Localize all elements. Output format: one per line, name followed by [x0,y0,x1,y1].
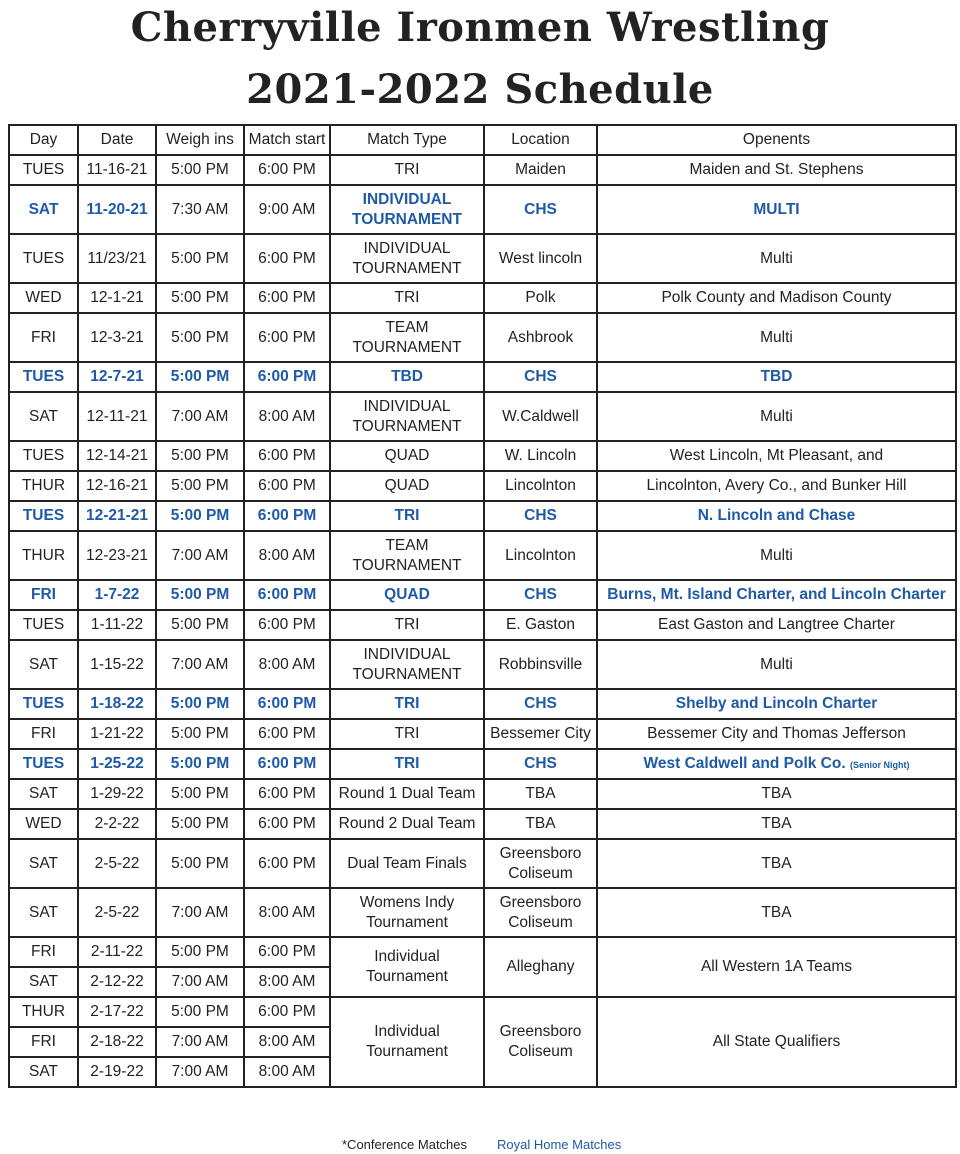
cell-match-start: 8:00 AM [244,1057,330,1087]
cell-day: FRI [9,313,78,362]
match-type-line-2: TOURNAMENT [352,417,462,435]
cell-weigh-ins: 7:00 AM [156,531,244,580]
location-line-1: Greensboro [499,1023,582,1040]
cell-location [484,888,597,937]
table-row [9,580,956,610]
cell-opponents: All Western 1A Teams [597,937,956,997]
cell-match-type [330,392,484,441]
cell-location: TBA [484,809,597,839]
cell-weigh-ins: 5:00 PM [156,362,244,392]
cell-opponents: TBA [597,809,956,839]
cell-opponents: Maiden and St. Stephens [597,155,956,185]
cell-date: 12-1-21 [78,283,156,313]
cell-date: 12-23-21 [78,531,156,580]
cell-match-start: 6:00 PM [244,501,330,531]
cell-opponents: TBD [597,362,956,392]
cell-day: TUES [9,749,78,779]
cell-opponents: Shelby and Lincoln Charter [597,689,956,719]
cell-opponents: TBA [597,779,956,809]
table-row [9,610,956,640]
table-row [9,689,956,719]
table-row [9,640,956,689]
cell-weigh-ins: 5:00 PM [156,779,244,809]
table-row [9,749,956,779]
cell-opponents: Lincolnton, Avery Co., and Bunker Hill [597,471,956,501]
match-type-line-2: TOURNAMENT [352,556,462,574]
table-row [9,809,956,839]
match-type-line-1: INDIVIDUAL [363,239,451,257]
table-row [9,155,956,185]
table-row [9,531,956,580]
match-type-line-1: INDIVIDUAL [362,190,452,208]
table-row [9,362,956,392]
cell-opponents: All State Qualifiers [597,997,956,1087]
cell-match-start: 6:00 PM [244,362,330,392]
cell-location: CHS [484,580,597,610]
cell-date: 11-16-21 [78,155,156,185]
cell-day: SAT [9,967,78,997]
cell-day: WED [9,283,78,313]
cell-day: TUES [9,441,78,471]
cell-opponents: East Gaston and Langtree Charter [597,610,956,640]
cell-location: Robbinsville [484,640,597,689]
cell-day: FRI [9,1027,78,1057]
location-line-2: Coliseum [508,913,573,931]
royal-home-matches-note: Royal Home Matches [497,1137,622,1152]
cell-weigh-ins: 5:00 PM [156,155,244,185]
cell-weigh-ins: 5:00 PM [156,580,244,610]
cell-match-start: 6:00 PM [244,809,330,839]
cell-date: 11-20-21 [78,185,156,234]
cell-match-type: TBD [330,362,484,392]
cell-opponents: Polk County and Madison County [597,283,956,313]
cell-date: 1-21-22 [78,719,156,749]
cell-date: 2-18-22 [78,1027,156,1057]
cell-date: 12-16-21 [78,471,156,501]
cell-day: TUES [9,501,78,531]
cell-date: 1-18-22 [78,689,156,719]
cell-match-type: TRI [330,610,484,640]
cell-day: THUR [9,997,78,1027]
cell-day: FRI [9,719,78,749]
cell-opponents: Multi [597,234,956,283]
cell-match-start: 6:00 PM [244,313,330,362]
cell-match-start: 8:00 AM [244,640,330,689]
table-row [9,937,956,967]
cell-weigh-ins: 5:00 PM [156,689,244,719]
match-type-line-1: Individual [374,1023,440,1040]
cell-match-type: TRI [330,719,484,749]
match-type-line-2: TOURNAMENT [352,210,462,228]
cell-weigh-ins: 7:00 AM [156,640,244,689]
header-match-type: Match Type [330,125,484,155]
table-row [9,501,956,531]
cell-match-type: Round 2 Dual Team [330,809,484,839]
cell-match-type: TRI [330,155,484,185]
cell-location [484,839,597,888]
cell-opponents: Multi [597,531,956,580]
header-match-start: Match start [244,125,330,155]
cell-date: 2-17-22 [78,997,156,1027]
cell-date: 12-14-21 [78,441,156,471]
table-row [9,185,956,234]
table-row [9,997,956,1027]
cell-weigh-ins: 5:00 PM [156,501,244,531]
page-title: Cherryville Ironmen Wrestling [130,4,830,51]
table-row [9,839,956,888]
cell-match-start: 6:00 PM [244,155,330,185]
cell-location: Lincolnton [484,471,597,501]
match-type-line-2: Tournament [366,1043,448,1060]
cell-location: TBA [484,779,597,809]
opponents-text: West Caldwell and Polk Co. [643,754,846,772]
cell-match-type: TRI [330,749,484,779]
cell-weigh-ins: 5:00 PM [156,471,244,501]
cell-location: Ashbrook [484,313,597,362]
cell-day: SAT [9,888,78,937]
cell-date: 2-2-22 [78,809,156,839]
match-type-line-2: TOURNAMENT [352,259,462,277]
cell-match-start: 6:00 PM [244,283,330,313]
cell-weigh-ins: 7:30 AM [156,185,244,234]
match-type-line-1: TEAM [385,318,429,336]
match-type-line-1: TEAM [385,536,429,554]
cell-location: Polk [484,283,597,313]
cell-location: Bessemer City [484,719,597,749]
senior-night-note: (Senior Night) [849,759,910,770]
cell-day: SAT [9,779,78,809]
location-line-1: Greensboro [499,893,582,911]
location-line-2: Coliseum [508,1043,573,1060]
cell-location: Lincolnton [484,531,597,580]
cell-date: 12-7-21 [78,362,156,392]
cell-opponents: MULTI [597,185,956,234]
cell-weigh-ins: 5:00 PM [156,719,244,749]
cell-weigh-ins: 5:00 PM [156,937,244,967]
table-row [9,313,956,362]
table-row [9,234,956,283]
cell-date: 1-25-22 [78,749,156,779]
table-row [9,392,956,441]
cell-day: SAT [9,185,78,234]
cell-weigh-ins: 7:00 AM [156,392,244,441]
cell-opponents: West Lincoln, Mt Pleasant, and [597,441,956,471]
cell-match-start: 6:00 PM [244,580,330,610]
cell-day: SAT [9,839,78,888]
table-row [9,719,956,749]
cell-location: Maiden [484,155,597,185]
table-header-row [9,125,956,155]
cell-location: CHS [484,362,597,392]
cell-day: TUES [9,155,78,185]
cell-match-type: TRI [330,283,484,313]
location-line-2: Coliseum [508,864,573,882]
cell-weigh-ins: 5:00 PM [156,997,244,1027]
cell-day: SAT [9,1057,78,1087]
cell-weigh-ins: 7:00 AM [156,1057,244,1087]
cell-location: CHS [484,689,597,719]
match-type-line-1: Womens Indy [359,893,455,911]
cell-day: THUR [9,531,78,580]
cell-opponents: Burns, Mt. Island Charter, and Lincoln Charter [597,580,956,610]
cell-weigh-ins: 5:00 PM [156,283,244,313]
cell-date: 12-11-21 [78,392,156,441]
cell-date: 11/23/21 [78,234,156,283]
cell-day: FRI [9,937,78,967]
conference-matches-note: *Conference Matches [342,1137,468,1152]
schedule-table [8,124,957,1088]
cell-match-type [330,640,484,689]
cell-location: West lincoln [484,234,597,283]
cell-weigh-ins: 7:00 AM [156,888,244,937]
header-weigh-ins: Weigh ins [156,125,244,155]
cell-day: TUES [9,234,78,283]
location-line-1: Greensboro [499,844,582,862]
cell-match-start: 6:00 PM [244,471,330,501]
cell-day: SAT [9,392,78,441]
cell-location: CHS [484,749,597,779]
cell-match-type: QUAD [330,580,484,610]
cell-match-start: 8:00 AM [244,967,330,997]
cell-day: TUES [9,689,78,719]
cell-weigh-ins: 5:00 PM [156,839,244,888]
cell-opponents: Multi [597,640,956,689]
cell-match-type [330,234,484,283]
table-row [9,888,956,937]
cell-weigh-ins: 7:00 AM [156,1027,244,1057]
cell-weigh-ins: 5:00 PM [156,441,244,471]
cell-weigh-ins: 5:00 PM [156,234,244,283]
cell-date: 12-3-21 [78,313,156,362]
cell-match-start: 8:00 AM [244,1027,330,1057]
cell-opponents: Multi [597,313,956,362]
cell-location: W. Lincoln [484,441,597,471]
header-opponents: Openents [597,125,956,155]
cell-day: THUR [9,471,78,501]
cell-opponents: Multi [597,392,956,441]
cell-weigh-ins: 7:00 AM [156,967,244,997]
cell-match-type [330,185,484,234]
table-row [9,471,956,501]
match-type-line-1: INDIVIDUAL [363,645,451,663]
cell-location: CHS [484,501,597,531]
header-location: Location [484,125,597,155]
page-subtitle: 2021-2022 Schedule [246,66,714,113]
match-type-line-2: TOURNAMENT [352,338,462,356]
match-type-line-1: INDIVIDUAL [363,397,451,415]
cell-match-type: QUAD [330,441,484,471]
cell-date: 2-12-22 [78,967,156,997]
cell-match-type [330,997,484,1087]
cell-weigh-ins: 5:00 PM [156,749,244,779]
cell-match-start: 8:00 AM [244,392,330,441]
cell-date: 1-7-22 [78,580,156,610]
cell-weigh-ins: 5:00 PM [156,610,244,640]
cell-match-start: 6:00 PM [244,779,330,809]
cell-match-start: 6:00 PM [244,234,330,283]
cell-match-start: 6:00 PM [244,719,330,749]
cell-match-start: 8:00 AM [244,888,330,937]
cell-match-start: 6:00 PM [244,937,330,967]
cell-match-start: 6:00 PM [244,610,330,640]
cell-date: 1-15-22 [78,640,156,689]
cell-opponents: TBA [597,888,956,937]
cell-match-start: 9:00 AM [244,185,330,234]
cell-match-type: Round 1 Dual Team [330,779,484,809]
cell-location [484,997,597,1087]
table-row [9,441,956,471]
cell-date: 2-5-22 [78,839,156,888]
match-type-line-2: Tournament [366,913,448,931]
cell-match-start: 6:00 PM [244,839,330,888]
cell-match-start: 6:00 PM [244,749,330,779]
header-day: Day [9,125,78,155]
cell-day: TUES [9,610,78,640]
cell-match-type [330,313,484,362]
cell-match-start: 6:00 PM [244,997,330,1027]
match-type-line-1: Individual [374,948,440,965]
header-date: Date [78,125,156,155]
cell-date: 1-29-22 [78,779,156,809]
cell-date: 12-21-21 [78,501,156,531]
cell-opponents [597,749,956,779]
cell-match-type: Dual Team Finals [330,839,484,888]
cell-day: WED [9,809,78,839]
cell-opponents: Bessemer City and Thomas Jefferson [597,719,956,749]
cell-match-type: TRI [330,689,484,719]
cell-weigh-ins: 5:00 PM [156,809,244,839]
cell-date: 2-19-22 [78,1057,156,1087]
cell-day: TUES [9,362,78,392]
cell-location: E. Gaston [484,610,597,640]
cell-match-start: 6:00 PM [244,441,330,471]
match-type-line-2: Tournament [366,968,448,985]
cell-match-start: 8:00 AM [244,531,330,580]
cell-match-type [330,531,484,580]
cell-location: W.Caldwell [484,392,597,441]
table-row [9,779,956,809]
cell-day: SAT [9,640,78,689]
cell-date: 1-11-22 [78,610,156,640]
cell-match-start: 6:00 PM [244,689,330,719]
match-type-line-2: TOURNAMENT [352,665,462,683]
cell-match-type [330,888,484,937]
cell-location: CHS [484,185,597,234]
cell-date: 2-5-22 [78,888,156,937]
cell-opponents: TBA [597,839,956,888]
cell-weigh-ins: 5:00 PM [156,313,244,362]
cell-match-type [330,937,484,997]
cell-date: 2-11-22 [78,937,156,967]
cell-match-type: QUAD [330,471,484,501]
cell-day: FRI [9,580,78,610]
cell-opponents: N. Lincoln and Chase [597,501,956,531]
cell-match-type: TRI [330,501,484,531]
cell-location: Alleghany [484,937,597,997]
table-row [9,283,956,313]
